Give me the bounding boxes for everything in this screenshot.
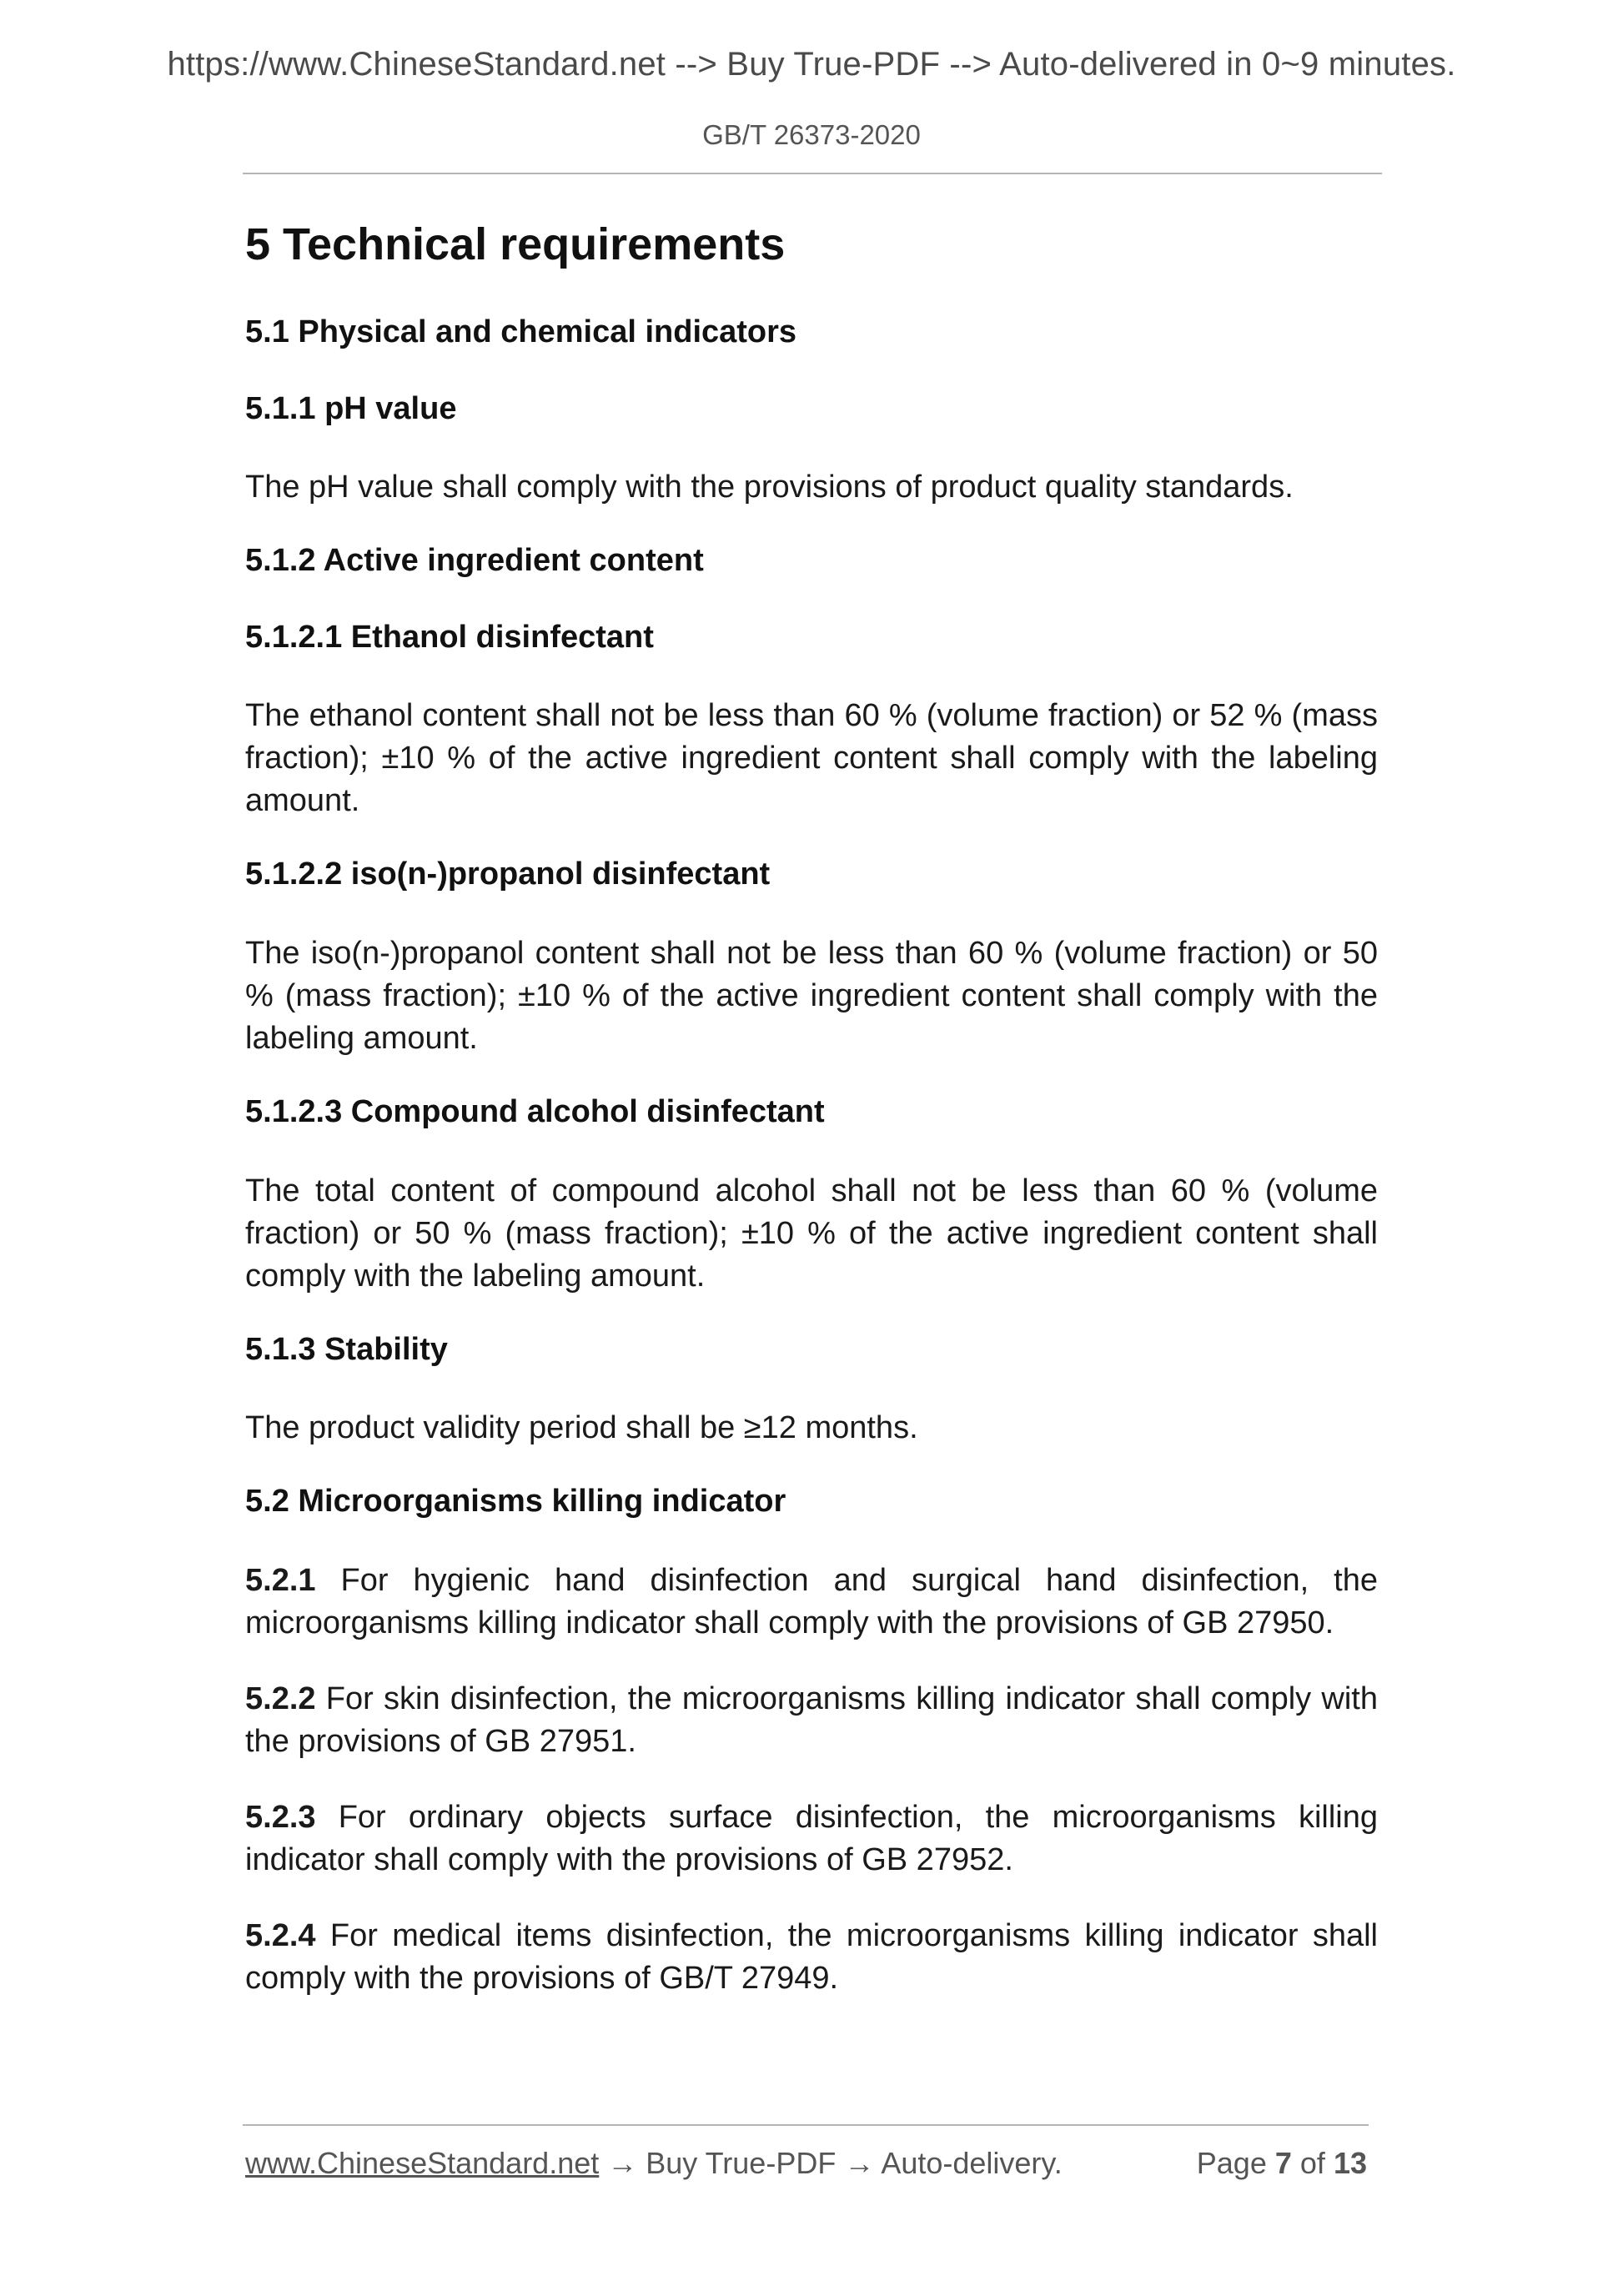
page-label: Page	[1196, 2146, 1267, 2180]
paragraph-5-1-2-1: The ethanol content shall not be less than 60 % (volume fraction) or 52 % (mass fraction); ±10 % of the active ingredient content shall comply with the labeling amount.	[245, 698, 1378, 819]
top-banner: https://www.ChineseStandard.net --> Buy True-PDF --> Auto-delivered in 0~9 minutes.	[167, 46, 1456, 83]
heading-5-1-1: 5.1.1 pH value	[245, 390, 457, 426]
of-label: of	[1299, 2146, 1325, 2180]
header-divider	[243, 173, 1382, 174]
footer-website-link[interactable]: www.ChineseStandard.net	[245, 2146, 600, 2180]
paragraph-5-1-2-2: The iso(n-)propanol content shall not be less than 60 % (volume fraction) or 50 % (mass fraction); ±10 % of the active ingredient content shall comply with the labeling amount.	[245, 936, 1378, 1057]
page-number: 7	[1274, 2146, 1292, 2180]
footer-divider	[243, 2124, 1369, 2126]
section-title: 5 Technical requirements	[245, 219, 786, 269]
clause-5-2-1	[245, 1560, 1378, 1645]
clause-text: For hygienic hand disinfection and surgical hand disinfection, the microorganisms killing indicator shall comply with the provisions of GB 27950.	[245, 1562, 1378, 1640]
paragraph-5-1-3: The product validity period shall be ≥12 months.	[245, 1410, 918, 1446]
footer-left	[245, 2146, 1063, 2181]
heading-5-2: 5.2 Microorganisms killing indicator	[245, 1484, 786, 1520]
clause-number: 5.2.3	[245, 1799, 316, 1835]
clause-5-2-3	[245, 1796, 1378, 1882]
paragraph-5-1-2-3: The total content of compound alcohol shall not be less than 60 % (volume fraction) or 50 % (mass fraction); ±10 % of the active ingredient content shall comply with the labeling amount.	[245, 1173, 1378, 1294]
clause-number: 5.2.4	[245, 1917, 316, 1953]
heading-5-1-2-2: 5.1.2.2 iso(n-)propanol disinfectant	[245, 857, 771, 892]
heading-5-1: 5.1 Physical and chemical indicators	[245, 314, 797, 350]
standard-code: GB/T 26373-2020	[702, 119, 921, 150]
page-indicator	[1197, 2146, 1367, 2181]
paragraph-5-1-1: The pH value shall comply with the provisions of product quality standards.	[245, 470, 1294, 505]
clause-5-2-2	[245, 1678, 1378, 1763]
heading-5-1-3: 5.1.3 Stability	[245, 1331, 448, 1367]
clause-text: For ordinary objects surface disinfection, the microorganisms killing indicator shall comply with the provisions of GB 27952.	[245, 1799, 1378, 1877]
heading-5-1-2: 5.1.2 Active ingredient content	[245, 543, 704, 579]
clause-number: 5.2.1	[245, 1562, 316, 1598]
clause-text: For medical items disinfection, the microorganisms killing indicator shall comply with the provisions of GB/T 27949.	[245, 1917, 1378, 1996]
footer-suffix: → Buy True-PDF → Auto-delivery.	[599, 2146, 1063, 2180]
total-pages: 13	[1333, 2146, 1367, 2180]
clause-text: For skin disinfection, the microorganisms killing indicator shall comply with the provisions of GB 27951.	[245, 1681, 1378, 1759]
clause-number: 5.2.2	[245, 1681, 316, 1716]
heading-5-1-2-1: 5.1.2.1 Ethanol disinfectant	[245, 619, 654, 655]
heading-5-1-2-3: 5.1.2.3 Compound alcohol disinfectant	[245, 1094, 825, 1130]
clause-5-2-4	[245, 1915, 1378, 2000]
document-body	[245, 219, 1378, 2033]
